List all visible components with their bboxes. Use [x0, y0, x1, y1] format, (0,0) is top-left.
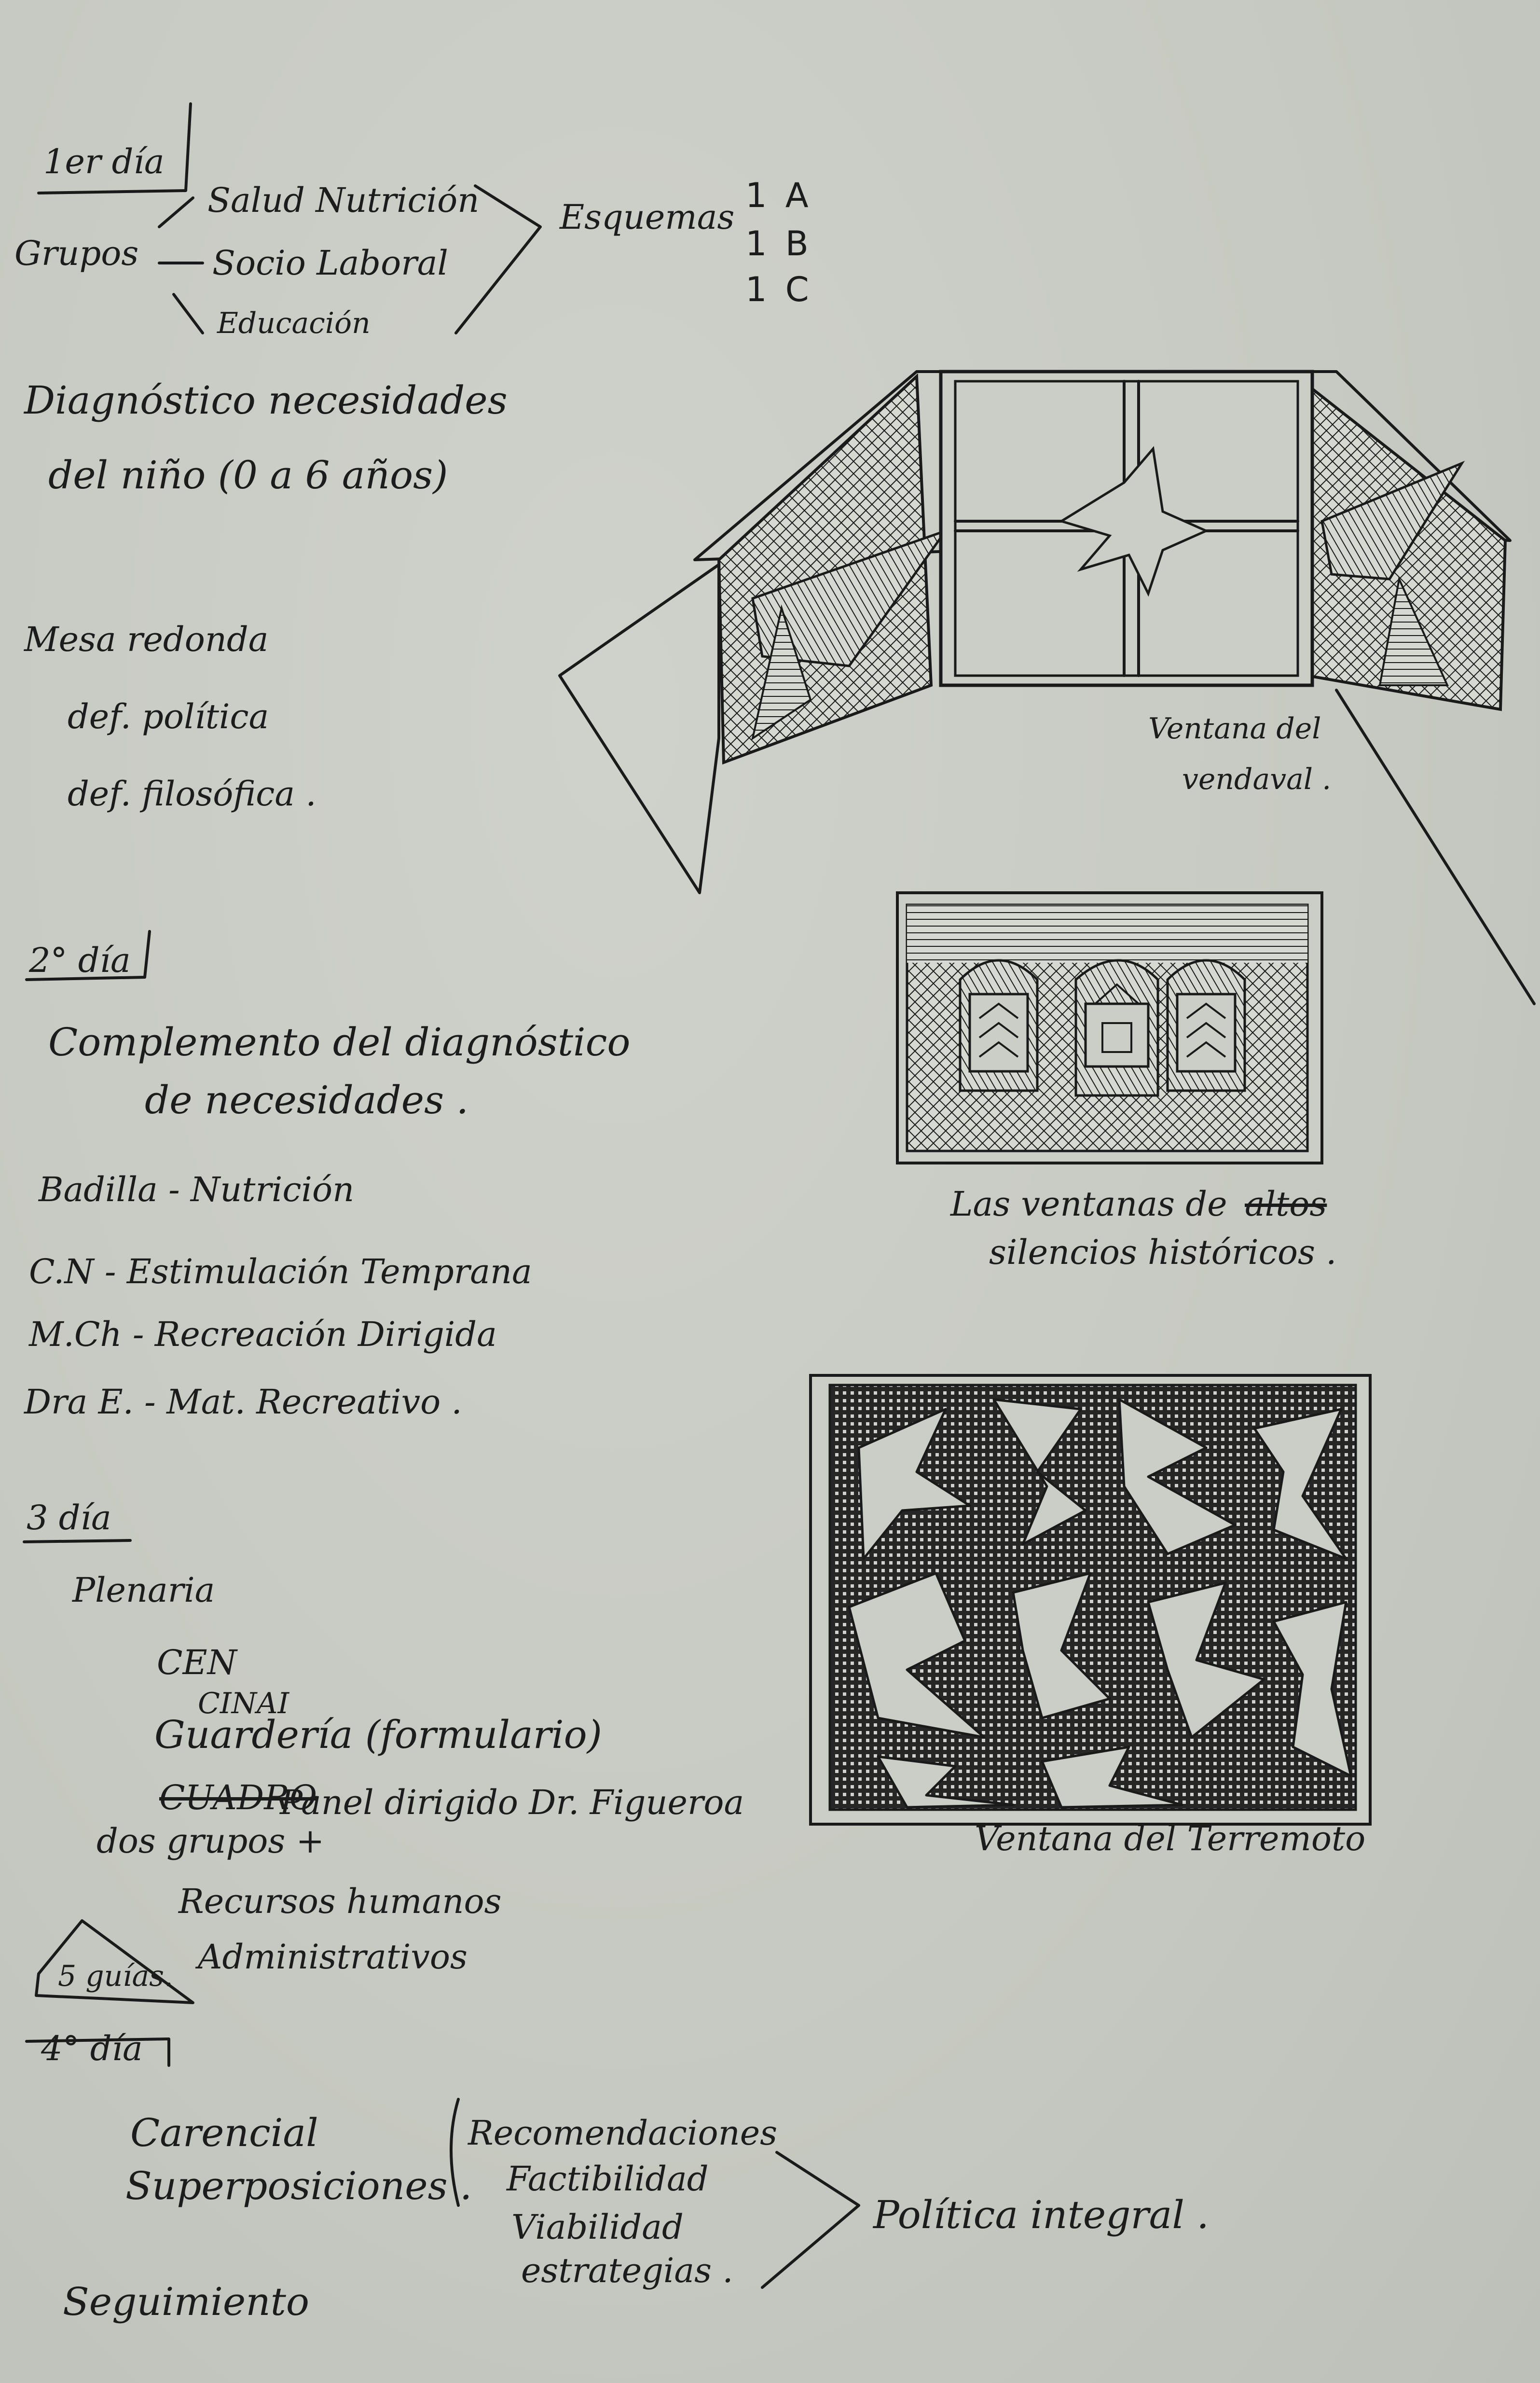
day4-middle-item: Recomendaciones [468, 2113, 778, 2153]
scheme-item: 1 A [745, 176, 812, 215]
day4-left-item: Carencial [130, 2110, 318, 2155]
day4-middle-item: Factibilidad [507, 2159, 709, 2199]
caption-earthquake: Ventana del Terremoto [975, 1819, 1366, 1858]
day3-item: CINAI [198, 1687, 289, 1720]
day2-heading: 2° día [29, 941, 131, 980]
followup: Seguimiento [63, 2279, 310, 2324]
day4-heading: 4° día [41, 2029, 143, 2068]
caption-silence-line2: silencios históricos . [989, 1233, 1337, 1272]
administrative: Administrativos [198, 1937, 468, 1977]
day4-middle-item: Viabilidad [511, 2207, 684, 2247]
complement-line1: Complemento del diagnóstico [48, 1020, 631, 1065]
assignment-item: Badilla - Nutrición [39, 1170, 355, 1209]
round-item: def. política [68, 697, 269, 736]
round-item: def. filosófica . [68, 774, 316, 814]
plenary: Plenaria [72, 1570, 215, 1610]
groups-label: Grupos [14, 234, 139, 273]
panel: Panel dirigido Dr. Figueroa [280, 1783, 744, 1822]
day1-heading: 1er día [43, 142, 165, 181]
diagnosis-line2: del niño (0 a 6 años) [48, 453, 448, 498]
guides-note: 5 guías. [58, 1959, 174, 1993]
round-table: Mesa redonda [24, 620, 269, 659]
resources: Recursos humanos [179, 1882, 502, 1921]
panel-struck: CUADRO [159, 1778, 317, 1817]
day4-left-item: Superposiciones . [125, 2163, 472, 2208]
assignment-item: Dra E. - Mat. Recreativo . [24, 1382, 462, 1422]
caption-silence-line1: Las ventanas de [950, 1184, 1227, 1224]
day3-item: CEN [157, 1643, 237, 1682]
scheme-item: 1 C [745, 270, 813, 309]
scheme-item: 1 B [745, 224, 812, 263]
assignment-item: C.N - Estimulación Temprana [29, 1252, 532, 1291]
day3-item: Guardería (formulario) [154, 1712, 602, 1757]
group-item: Salud Nutrición [207, 180, 480, 220]
complement-line2: de necesidades . [145, 1078, 469, 1122]
groups-line: dos grupos + [96, 1821, 325, 1861]
caption-storm-line2: vendaval . [1182, 762, 1332, 796]
caption-silence-struck: altos [1245, 1184, 1327, 1224]
group-item: Socio Laboral [212, 243, 448, 283]
day4-result: Política integral . [873, 2192, 1209, 2237]
assignment-item: M.Ch - Recreación Dirigida [29, 1315, 497, 1354]
group-item: Educación [217, 306, 371, 340]
schemes-label: Esquemas [560, 197, 735, 237]
caption-storm-line1: Ventana del [1148, 712, 1321, 746]
day3-heading: 3 día [27, 1498, 111, 1538]
day4-middle-item: estrategias . [521, 2251, 733, 2290]
diagnosis-line1: Diagnóstico necesidades [24, 378, 508, 423]
